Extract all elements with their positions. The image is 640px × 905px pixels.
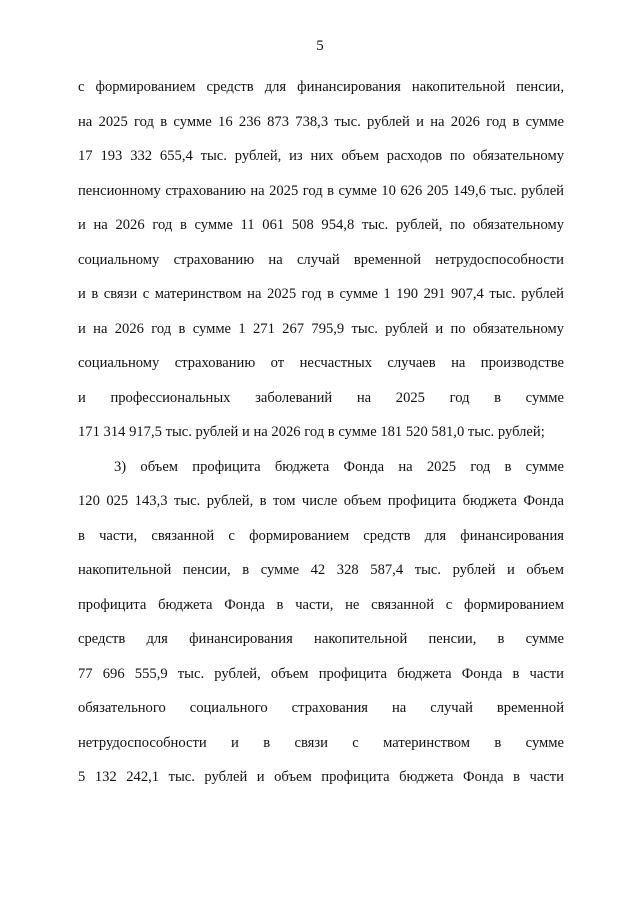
text-line: социальному страхованию от несчастных случаев на производстве	[78, 355, 564, 371]
page-number: 5	[316, 38, 324, 54]
body-text	[78, 70, 564, 795]
text-line: 3) объем профицита бюджета Фонда на 2025 год в сумме	[114, 458, 564, 475]
text-line: 171 314 917,5 тыс. рублей и на 2026 год в сумме 181 520 581,0 тыс. рублей;	[78, 424, 545, 440]
text-line: 120 025 143,3 тыс. рублей, в том числе объем профицита бюджета Фонда	[78, 493, 564, 509]
text-line: 77 696 555,9 тыс. рублей, объем профицита бюджета Фонда в части	[78, 665, 564, 682]
text-line: и в связи с материнством на 2025 год в сумме 1 190 291 907,4 тыс. рублей	[78, 286, 564, 302]
text-line: на 2025 год в сумме 16 236 873 738,3 тыс. рублей и на 2026 год в сумме	[78, 113, 564, 130]
text-line: и профессиональных заболеваний на 2025 год в сумме	[78, 389, 564, 406]
text-line: обязательного социального страхования на случай временной	[78, 700, 564, 716]
text-line: 17 193 332 655,4 тыс. рублей, из них объем расходов по обязательному	[78, 148, 564, 164]
text-line: в части, связанной с формированием средств для финансирования	[78, 527, 564, 544]
text-line: и на 2026 год в сумме 1 271 267 795,9 тыс. рублей и по обязательному	[78, 320, 564, 337]
text-line: и на 2026 год в сумме 11 061 508 954,8 тыс. рублей, по обязательному	[78, 217, 564, 233]
text-line: 5 132 242,1 тыс. рублей и объем профицита бюджета Фонда в части	[78, 769, 564, 785]
text-line: с формированием средств для финансирования накопительной пенсии,	[78, 79, 564, 95]
text-line: нетрудоспособности и в связи с материнством в сумме	[78, 734, 564, 751]
text-line: средств для финансирования накопительной пенсии, в сумме	[78, 631, 564, 647]
text-line: социальному страхованию на случай временной нетрудоспособности	[78, 251, 564, 268]
text-line: пенсионному страхованию на 2025 год в сумме 10 626 205 149,6 тыс. рублей	[78, 182, 564, 199]
text-line: накопительной пенсии, в сумме 42 328 587,4 тыс. рублей и объем	[78, 562, 564, 578]
text-line: профицита бюджета Фонда в части, не связанной с формированием	[78, 596, 564, 613]
